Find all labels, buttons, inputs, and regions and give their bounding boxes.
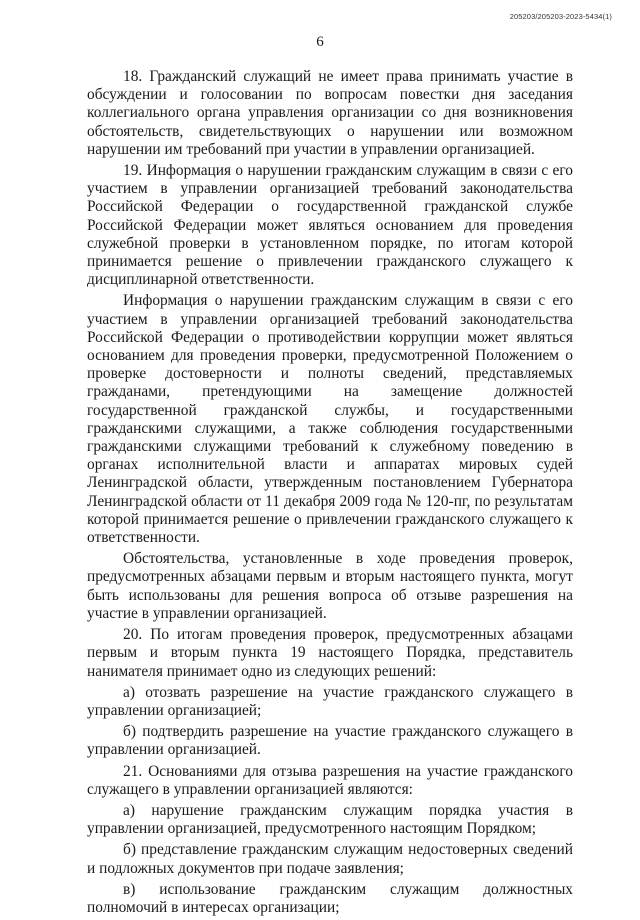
document-body <box>87 68 573 920</box>
paragraph-20-a: а) отозвать разрешение на участие гражданского служащего в управлении организацией; <box>87 683 573 719</box>
paragraph-21-b: б) представление гражданским служащим недостоверных сведений и подложных документов при подаче заявления; <box>87 841 573 877</box>
paragraph-21-c: в) использование гражданским служащим должностных полномочий в интересах организации; <box>87 880 573 916</box>
paragraph-19-corruption: Информация о нарушении гражданским служащим в связи с его участием в управлении организацией требований законодательства Российской Федерации о противодействии коррупции может являться основанием для проведения проверки, предусмотренной Положением о проверке достоверности и полноты сведений, представляемых гражданами, претендующими на замещение должностей государственной гражданской службы, и государственными гражданскими служащими, а также соблюдения государственными гражданскими служащими требований к служебному поведению в органах исполнительной власти и аппаратах мировых судей Ленинградской области, утвержденным постановлением Губернатора Ленинградской области от 11 декабря 2009 года № 120-пг, по результатам которой принимается решение о привлечении гражданского служащего к ответственности. <box>87 292 573 547</box>
page-number: 6 <box>316 34 324 50</box>
document-id: 205203/205203-2023-5434(1) <box>509 12 612 21</box>
paragraph-18: 18. Гражданский служащий не имеет права принимать участие в обсуждении и голосовании по вопросам повестки дня заседания коллегиального органа управления организации со дня возникновения обстоятельств, свидетельствующих о нарушении или возможном нарушении им требований при участии в управлении организацией. <box>87 68 573 158</box>
paragraph-21-a: а) нарушение гражданским служащим порядка участия в управлении организацией, предусмотренного настоящим Порядком; <box>87 801 573 838</box>
paragraph-21: 21. Основаниями для отзыва разрешения на участие гражданского служащего в управлении организацией являются: <box>87 762 573 798</box>
paragraph-19: 19. Информация о нарушении гражданским служащим в связи с его участием в управлении организацией требований законодательства Российской Федерации о государственной гражданской службе Российской Федерации может являться основанием для проведения служебной проверки в установленном порядке, по итогам которой принимается решение о привлечении гражданского служащего к дисциплинарной ответственности. <box>87 162 573 289</box>
paragraph-19-circumstances: Обстоятельства, установленные в ходе проведения проверок, предусмотренных абзацами первым и вторым настоящего пункта, могут быть использованы для решения вопроса об отзыве разрешения на участие в управлении организацией. <box>87 550 573 622</box>
paragraph-20-b: б) подтвердить разрешение на участие гражданского служащего в управлении организацией. <box>87 723 573 759</box>
paragraph-20: 20. По итогам проведения проверок, предусмотренных абзацами первым и вторым пункта 19 настоящего Порядка, представитель нанимателя принимает одно из следующих решений: <box>87 626 573 680</box>
